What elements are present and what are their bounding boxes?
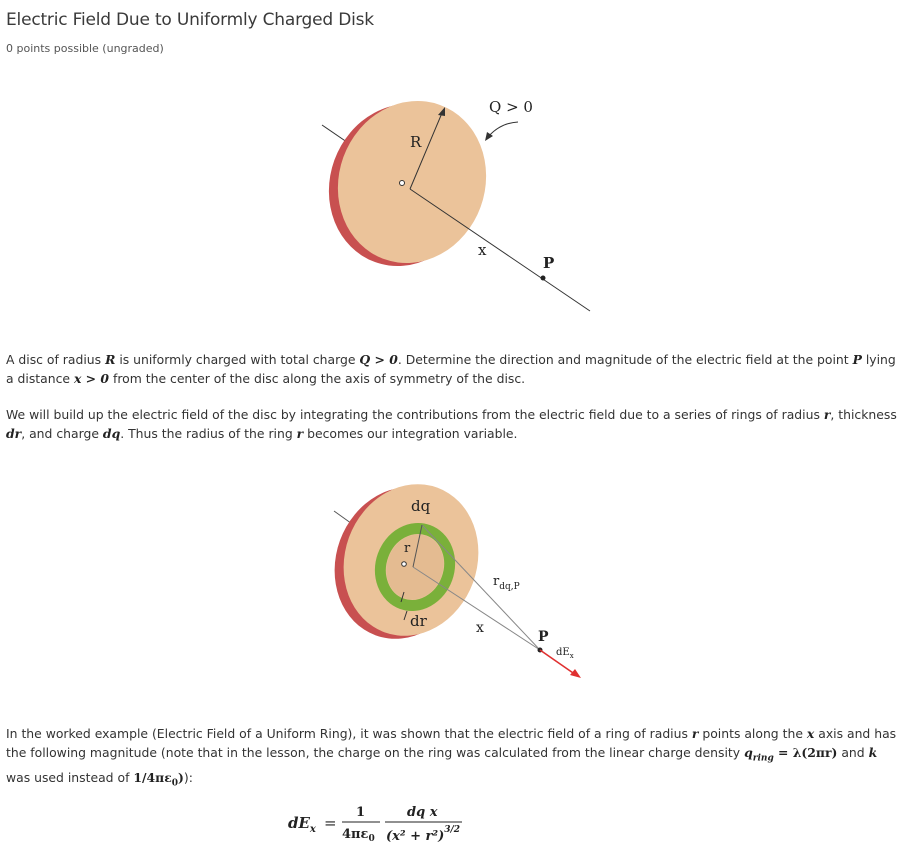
field-arrowhead bbox=[570, 669, 581, 678]
ring-figure bbox=[300, 475, 610, 690]
charge-arrow bbox=[488, 122, 518, 137]
label-x: x bbox=[478, 241, 487, 259]
ring-paragraph: In the worked example (Electric Field of a Uniform Ring), it was shown that the electric field of a ring of radius r points along the x axis and has the following magnitude (note that in the lesson, the charge on the ring was calculated from the linear charge density $q_{ring} = \lambda(2\pi r)$ and k was used instead of $1/4\pi\varepsilon_0$)): bbox=[6, 726, 897, 789]
method-paragraph: We will build up the electric field of the disc by integrating the contributions from the electric field due to a series of rings of radius r, thickness dr, and charge dq. Thus the radius of the ring r becomes our integration variable. bbox=[6, 407, 897, 441]
label-r: r bbox=[404, 541, 411, 556]
eq-den1: $4\pi\varepsilon_0$ bbox=[342, 827, 375, 844]
eq-lhs: $dE_x$ bbox=[288, 814, 316, 835]
label-Q: Q > 0 bbox=[489, 98, 533, 116]
eq-num1: 1 bbox=[356, 805, 366, 820]
label-x: x bbox=[476, 620, 484, 636]
disk-figure bbox=[300, 85, 610, 315]
disk-center bbox=[402, 562, 407, 567]
field-equation bbox=[284, 798, 484, 854]
label-R: R bbox=[410, 133, 422, 151]
eq-sign: = bbox=[324, 814, 337, 832]
eq-num2: dq x bbox=[407, 805, 438, 820]
eq-den2: $(x^2 + r^2)^{3/2}$ bbox=[386, 825, 461, 844]
point-P-dot bbox=[541, 276, 546, 281]
disk-center bbox=[400, 181, 405, 186]
label-rdqP: $r_{dq,P}$ bbox=[493, 574, 520, 592]
points-label: 0 points possible (ungraded) bbox=[6, 42, 164, 55]
label-P: P bbox=[538, 629, 549, 645]
label-dq: dq bbox=[411, 497, 431, 515]
label-P: P bbox=[543, 254, 555, 272]
problem-statement: A disc of radius R is uniformly charged with total charge Q > 0. Determine the direction and magnitude of the electric field at the point P lying a distance x > 0 from the center of the disc along the axis of symmetry of the disc. bbox=[6, 352, 896, 386]
label-dr: dr bbox=[410, 612, 427, 630]
page-title: Electric Field Due to Uniformly Charged Disk bbox=[6, 10, 374, 30]
label-dEx: $dE_x$ bbox=[556, 647, 574, 660]
